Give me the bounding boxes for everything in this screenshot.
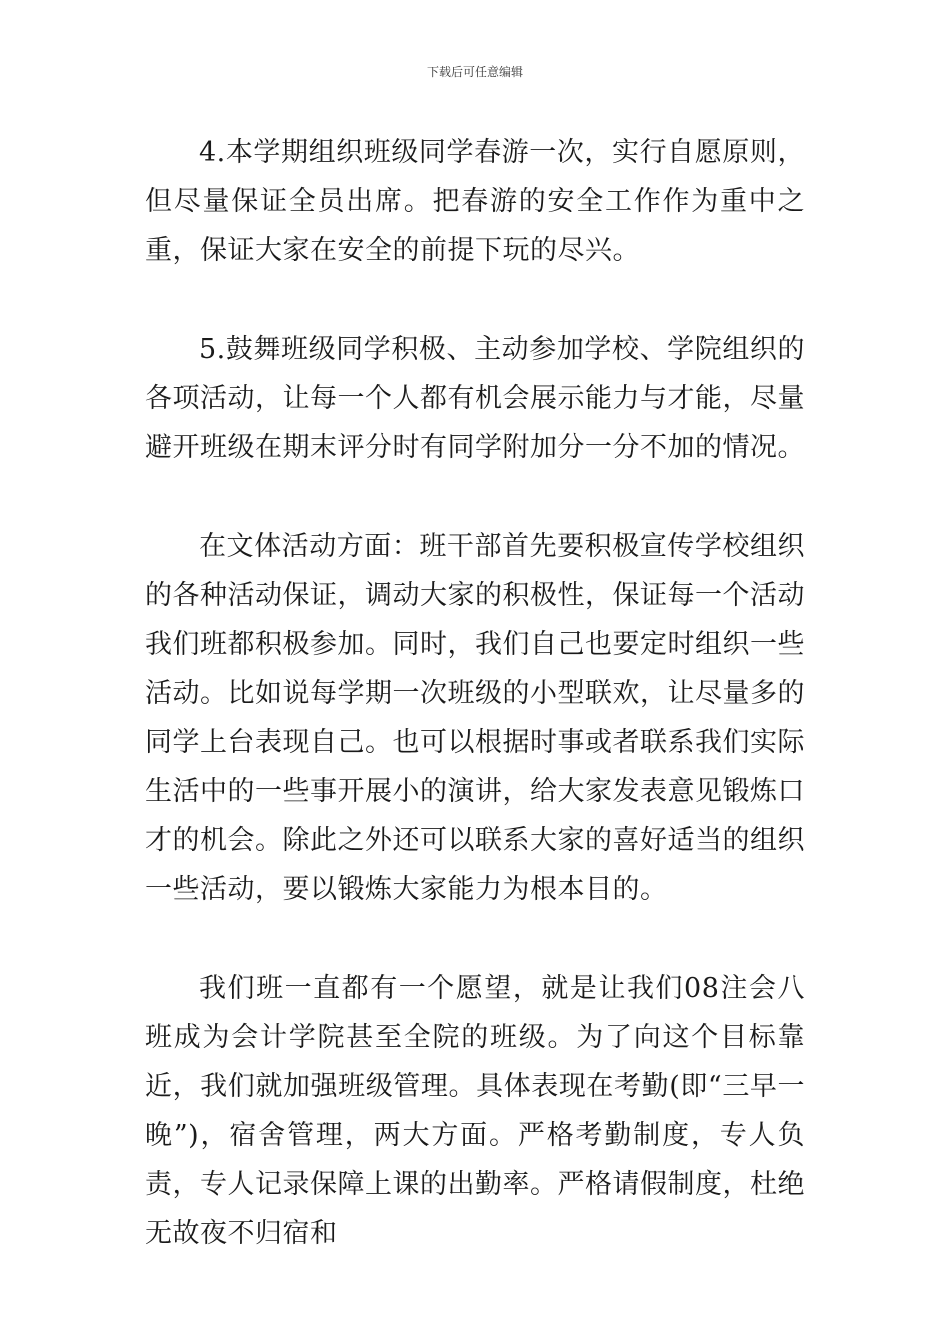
document-body <box>145 128 805 1258</box>
paragraph-cultural-sports: 在文体活动方面：班干部首先要积极宣传学校组织的各种活动保证，调动大家的积极性，保证每一个活动我们班都积极参加。同时，我们自己也要定时组织一些活动。比如说每学期一次班级的小型联欢，让尽量多的同学上台表现自己。也可以根据时事或者联系我们实际生活中的一些事开展小的演讲，给大家发表意见锻炼口才的机会。除此之外还可以联系大家的喜好适当的组织一些活动，要以锻炼大家能力为根本目的。 <box>145 531 805 905</box>
paragraph-activities-participation: 5.鼓舞班级同学积极、主动参加学校、学院组织的各项活动，让每一个人都有机会展示能力与才能，尽量避开班级在期末评分时有同学附加分一分不加的情况。 <box>145 334 805 463</box>
page-header-note: 下载后可任意编辑 <box>426 65 523 79</box>
paragraph-class-management: 我们班一直都有一个愿望，就是让我们08注会八班成为会计学院甚至全院的班级。为了向这个目标靠近，我们就加强班级管理。具体表现在考勤(即“三早一晚”)，宿舍管理，两大方面。严格考勤制度，专人负责，专人记录保障上课的出勤率。严格请假制度，杜绝无故夜不归宿和 <box>145 973 805 1249</box>
paragraph-spring-outing: 4.本学期组织班级同学春游一次，实行自愿原则，但尽量保证全员出席。把春游的安全工作作为重中之重，保证大家在安全的前提下玩的尽兴。 <box>145 137 805 266</box>
